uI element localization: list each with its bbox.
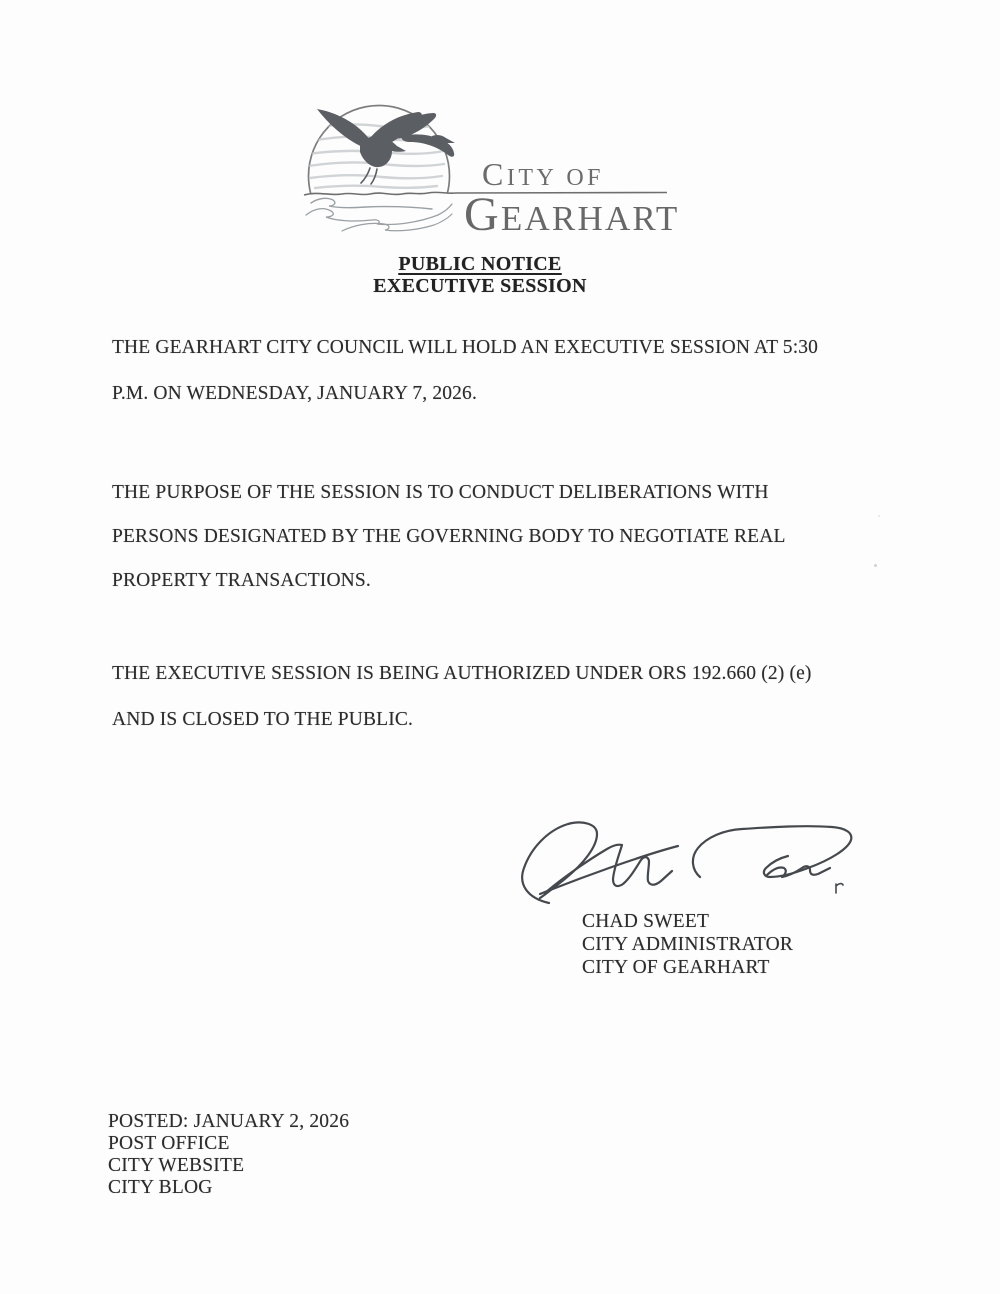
logo-of-word: OF — [566, 165, 605, 191]
signatory-name: CHAD SWEET — [582, 911, 710, 932]
signature-block — [582, 910, 793, 979]
paragraph-purpose — [112, 471, 912, 603]
notice-subtitle: EXECUTIVE SESSION — [373, 275, 587, 297]
notice-heading — [112, 253, 848, 297]
chad-sweet-signature — [505, 812, 865, 912]
logo-gearhart — [464, 188, 680, 250]
body-line: PERSONS DESIGNATED BY THE GOVERNING BODY TO NEGOTIATE REAL — [112, 526, 786, 547]
posted-location: CITY BLOG — [108, 1177, 213, 1198]
seagull-left-icon — [317, 109, 422, 184]
body-line: AND IS CLOSED TO THE PUBLIC. — [112, 709, 414, 730]
surf-waves-icon — [306, 198, 452, 231]
posted-location: POST OFFICE — [108, 1133, 230, 1154]
body-line: PROPERTY TRANSACTIONS. — [112, 570, 371, 591]
body-line: THE EXECUTIVE SESSION IS BEING AUTHORIZED UNDER ORS 192.660 (2) (e) — [112, 663, 812, 684]
posted-date: POSTED: JANUARY 2, 2026 — [108, 1111, 350, 1132]
posted-location: CITY WEBSITE — [108, 1155, 245, 1176]
logo-name-rest: EARHART — [500, 199, 680, 238]
posting-info — [108, 1111, 349, 1199]
signatory-title: CITY ADMINISTRATOR — [582, 934, 794, 955]
scan-speck — [874, 564, 877, 567]
logo-city-rest: ITY — [506, 165, 558, 191]
body-line: THE GEARHART CITY COUNCIL WILL HOLD AN EXECUTIVE SESSION AT 5:30 — [112, 337, 819, 358]
signatory-org: CITY OF GEARHART — [582, 957, 770, 978]
logo-name-initial: G — [464, 188, 501, 241]
paragraph-authorization — [112, 651, 912, 743]
paragraph-session-time — [112, 325, 912, 417]
logo-city-initial: C — [482, 156, 507, 192]
scan-speck — [878, 515, 880, 517]
body-line: P.M. ON WEDNESDAY, JANUARY 7, 2026. — [112, 383, 477, 404]
body-line: THE PURPOSE OF THE SESSION IS TO CONDUCT DELIBERATIONS WITH — [112, 482, 769, 503]
notice-title: PUBLIC NOTICE — [398, 253, 562, 275]
